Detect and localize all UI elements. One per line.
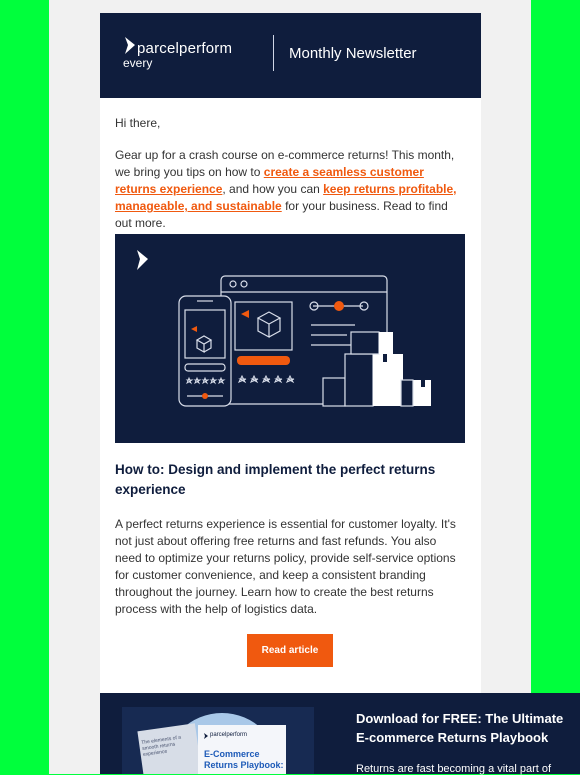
book-title: E-Commerce Returns Playbook:: [204, 749, 284, 770]
promo-text: Returns are fast becoming a vital part of: [356, 763, 552, 775]
article-body: A perfect returns experience is essential for customer loyalty. It's not just about offering free returns and fast refunds. You also need to optimize your returns policy, provide self-service options for customer convenience, and keep a consistent branding throughout the journey. Learn how to create the best returns process with the help of logistics data.: [115, 517, 456, 616]
newsletter-title: Monthly Newsletter: [289, 45, 417, 62]
greeting: Hi there,: [115, 116, 161, 130]
read-article-button[interactable]: Read article: [247, 634, 333, 667]
brand-name: parcelperform: [137, 40, 233, 57]
intro-paragraph: [115, 147, 465, 232]
book-side-text: The elements of a smooth returns experience: [140, 734, 182, 758]
hero-illustration: [115, 234, 465, 443]
article-title: How to: Design and implement the perfect returns experience: [115, 462, 436, 497]
intro-text-1: Gear up for a crash course on e-commerce returns! This month, we bring you tips on how to: [115, 148, 455, 179]
parcelperform-logo-icon: [124, 37, 136, 55]
profitable-returns-link[interactable]: keep returns profitable, manageable, and sustainable: [115, 182, 457, 213]
intro-text-2: , and how you can: [222, 182, 324, 196]
intro-text: [115, 115, 465, 232]
header-divider: [273, 35, 274, 71]
returns-experience-link[interactable]: create a seamless customer returns experience: [115, 165, 424, 196]
newsletter-email: [100, 13, 481, 774]
playbook-promo-banner: [100, 693, 580, 774]
newsletter-header: [100, 13, 481, 98]
promo-title: Download for FREE: The Ultimate E-commerce Returns Playbook: [356, 711, 564, 745]
intro-text-3: for your business. Read to find out more.: [115, 199, 448, 230]
playbook-cover-image: [122, 707, 314, 774]
book-brand: parcelperform: [210, 732, 248, 738]
brand-subtitle: every: [123, 56, 153, 70]
returns-illustration-icon: [115, 234, 465, 443]
